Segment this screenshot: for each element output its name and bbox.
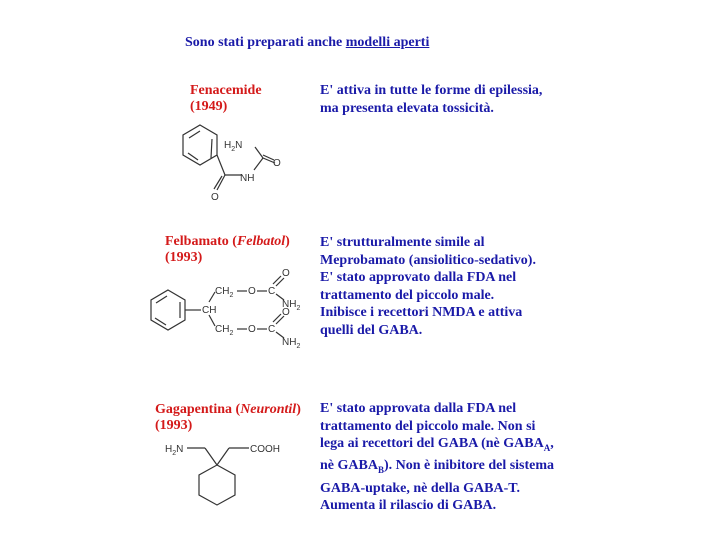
description-line: trattamento del piccolo male. Non si (320, 418, 536, 434)
description-line: Inibisce i recettori NMDA e attiva (320, 305, 523, 320)
drug-name-fenacemide (190, 83, 262, 115)
gaba-h2n: $H_2N$ (165, 444, 184, 457)
fena-h2n: $H_2N$ (224, 140, 243, 153)
description-line: lega ai recettori del GABA (nè $GABA_A$, (320, 436, 554, 453)
drug-year: (1949) (190, 99, 228, 114)
description-line: nè $GABA_B$). Non è inibitore del sistema (320, 458, 555, 476)
felb-o-a: O (248, 286, 256, 297)
description-line: E' strutturalmente simile al (320, 235, 485, 250)
description-line: quelli del GABA. (320, 322, 423, 338)
felbamato-structure (145, 268, 315, 353)
gabapentin-structure (165, 435, 295, 515)
felb-ch2a: $CH_2$ (215, 286, 234, 299)
description-line: Aumenta il rilascio di GABA. (320, 498, 497, 514)
description-line: Meprobamato (ansiolitico-sedativo). (320, 252, 536, 268)
drug-year: (1993) (155, 418, 193, 433)
drug-name-felbamato (165, 234, 290, 266)
intro-line (185, 35, 429, 51)
intro-text: Sono stati preparati anche (185, 35, 346, 50)
felb-c-b: C (268, 324, 276, 335)
description-line: E' attiva in tutte le forme di epilessia, (320, 83, 543, 98)
felb-nh2b: $NH_2$ (282, 337, 301, 350)
felb-o-b: O (248, 324, 256, 335)
felb-ch: CH (202, 305, 217, 316)
description-fenacemide (320, 82, 542, 117)
drug-name: Fenacemide (190, 83, 262, 98)
felb-o-top2: O (282, 307, 290, 318)
felb-ch2b: $CH_2$ (215, 324, 234, 337)
cyclohexane-ring (199, 465, 235, 505)
description-line: trattamento del piccolo male. (320, 287, 495, 303)
fenacemide-structure (160, 115, 290, 205)
description-line: GABA-uptake, nè della GABA-T. (320, 480, 521, 496)
drug-name: Felbamato (Felbatol) (165, 234, 290, 249)
description-line: E' stato approvato dalla FDA nel (320, 270, 517, 285)
description-gagapentina (320, 400, 554, 515)
fena-o2: O (273, 158, 281, 169)
intro-link[interactable]: modelli aperti (345, 35, 430, 50)
felb-c-a: C (268, 286, 276, 297)
description-line: E' stato approvata dalla FDA nel (320, 401, 517, 416)
drug-name-gagapentina (155, 402, 301, 434)
drug-name: Gagapentina (Neurontil) (155, 402, 301, 417)
gaba-cooh: COOH (250, 444, 280, 455)
fena-nh: NH (240, 173, 255, 184)
description-line: ma presenta elevata tossicità. (320, 100, 494, 116)
felb-nh2a: $NH_2$ (282, 299, 301, 312)
description-felbamato (320, 234, 536, 339)
drug-year: (1993) (165, 250, 203, 265)
fena-o1: O (211, 192, 219, 203)
felb-o-top: O (282, 268, 290, 279)
